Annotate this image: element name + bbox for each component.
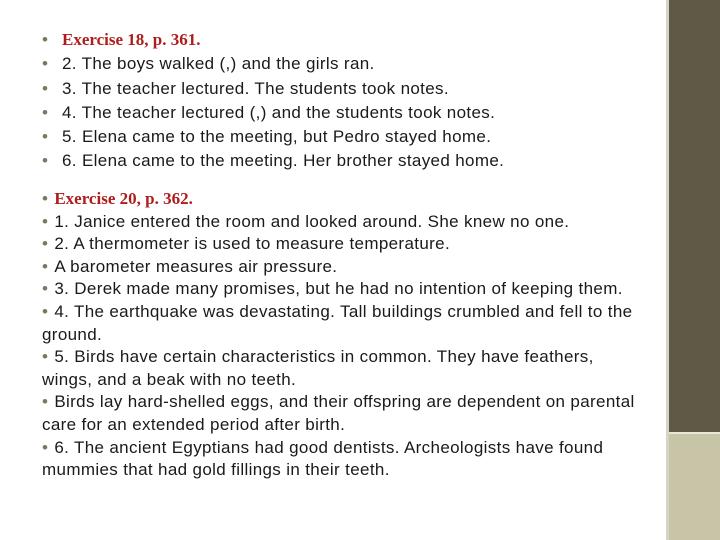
list-item [42, 233, 642, 256]
bullet-icon: • [42, 189, 49, 208]
list-item-text: 5. Elena came to the meeting, but Pedro stayed home. [62, 127, 492, 147]
list-item [42, 278, 642, 301]
list-item [40, 101, 650, 125]
bullet-icon: • [42, 102, 49, 122]
bullet-icon: • [42, 211, 49, 231]
list-item-text: 1. Janice entered the room and looked around. She knew no one. [54, 211, 570, 231]
bullet-icon: • [42, 279, 49, 299]
list-item [42, 437, 642, 482]
bullet-icon: • [42, 151, 49, 171]
list-item [40, 149, 650, 173]
decorative-sidebar-light [669, 432, 720, 540]
list-item [42, 301, 642, 346]
bullet-icon: • [42, 127, 49, 147]
list-item-text: 3. The teacher lectured. The students took notes. [62, 78, 449, 98]
list-item-text: 3. Derek made many promises, but he had no intention of keeping them. [54, 279, 623, 299]
exercise-20-heading-item [42, 188, 642, 211]
list-item-text: 4. The teacher lectured (,) and the students took notes. [62, 102, 496, 122]
exercise-18-heading: Exercise 18, p. 361. [62, 30, 201, 49]
list-item-text: 5. Birds have certain characteristics in common. They have feathers, wings, and a beak with no teeth. [42, 347, 594, 389]
list-item [42, 256, 642, 279]
decorative-sidebar-stripe [669, 432, 720, 434]
bullet-icon: • [42, 54, 49, 74]
bullet-icon: • [42, 30, 49, 49]
bullet-icon: • [42, 256, 49, 276]
list-item-text: 4. The earthquake was devastating. Tall buildings crumbled and fell to the ground. [42, 301, 633, 344]
list-item-text: 2. A thermometer is used to measure temperature. [54, 234, 451, 254]
list-item-text: 2. The boys walked (,) and the girls ran. [62, 54, 375, 74]
list-item-text: A barometer measures air pressure. [54, 256, 338, 276]
list-item [42, 346, 642, 391]
exercise-20-heading: Exercise 20, p. 362. [54, 189, 193, 208]
list-item [42, 391, 642, 436]
list-item [40, 52, 650, 76]
bullet-icon: • [42, 78, 49, 98]
exercise-18-heading-item [40, 28, 650, 52]
list-item-text: Birds lay hard-shelled eggs, and their offspring are dependent on parental care for an extended period after birth. [42, 392, 635, 434]
list-item-text: 6. The ancient Egyptians had good dentists. Archeologists have found mummies that had gold fillings in their teeth. [42, 437, 604, 480]
exercise-20-block [42, 188, 642, 482]
bullet-icon: • [42, 437, 49, 457]
list-item [40, 77, 650, 101]
bullet-icon: • [42, 347, 49, 367]
list-item [42, 211, 642, 234]
bullet-icon: • [42, 301, 49, 321]
decorative-sidebar-dark [669, 0, 720, 432]
list-item [40, 125, 650, 149]
list-item-text: 6. Elena came to the meeting. Her brother stayed home. [62, 151, 505, 171]
exercise-18-list [40, 28, 650, 174]
bullet-icon: • [42, 392, 49, 412]
bullet-icon: • [42, 234, 49, 254]
